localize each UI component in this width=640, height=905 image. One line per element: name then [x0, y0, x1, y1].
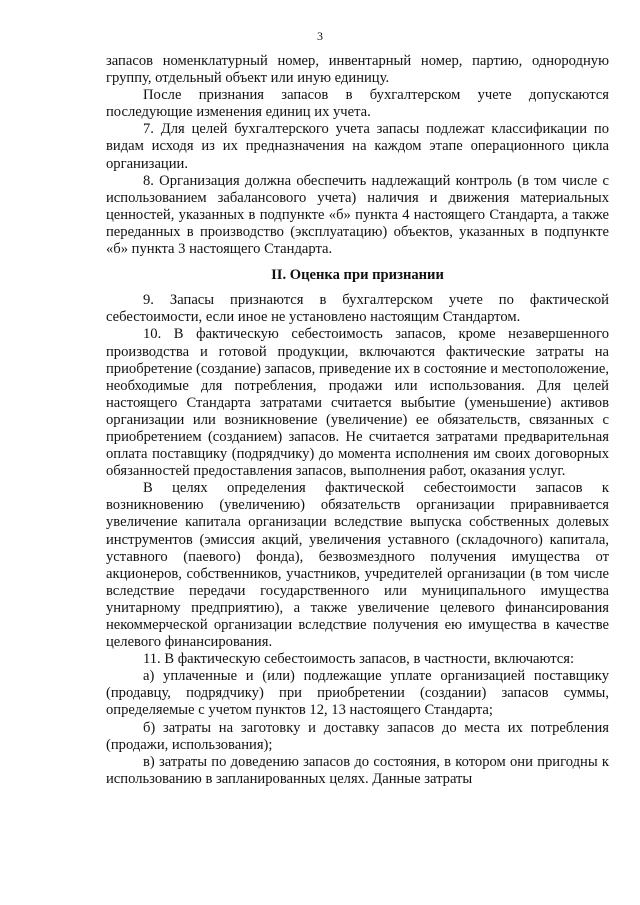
section-heading: II. Оценка при признании: [271, 267, 444, 284]
paragraph-item-11-c: в) затраты по доведению запасов до состояния, в котором они пригодны к использованию в запланированных целях. Данные затраты: [106, 753, 609, 787]
document-body: [106, 53, 609, 788]
paragraph-item-11: 11. В фактическую себестоимость запасов, в частности, включаются:: [143, 651, 575, 668]
paragraph-item-11-a: а) уплаченные и (или) подлежащие уплате организацией поставщику (продавцу, подрядчику) при приобретении (создании) запасов суммы, определяемые с учетом пунктов 12, 13 настоящего Стандарта;: [106, 668, 609, 719]
paragraph-recognition-changes: После признания запасов в бухгалтерском учете допускаются последующие изменения единиц их учета.: [106, 87, 609, 121]
paragraph-item-10-cont: В целях определения фактической себестоимости запасов к возникновению (увеличению) обязательств организации приравнивается увеличение капитала организации вследствие выпуска собственных долевых инструментов (эмиссия акций, увеличения уставного (складочного) капитала, уставного (паевого) фонда), безвозмездного получения имущества от акционеров, собственников, участников, учредителей организации (в том числе вследствие передачи государственного или муниципального имущества унитарному предприятию), а также увеличение целевого финансирования некоммерческой организации вследствие получения ею имущества в качестве целевого финансирования.: [106, 480, 609, 651]
page-number: 3: [317, 29, 323, 43]
paragraph-item-7: 7. Для целей бухгалтерского учета запасы подлежат классификации по видам исходя из их предназначения на каждом этапе операционного цикла организации.: [106, 121, 609, 172]
paragraph-item-10: 10. В фактическую себестоимость запасов, кроме незавершенного производства и готовой продукции, включаются фактические затраты на приобретение (создание) запасов, приведение их в состояние и местоположение, необходимые для потребления, продажи или использования. Для целей настоящего Стандарта затратами считается выбытие (уменьшение) активов организации или возникновение (увеличение) ее обязательств, связанных с приобретением (созданием) запасов. Не считается затратами предварительная оплата поставщику (подрядчику) до момента исполнения им своих договорных обязанностей предоставления запасов, выполнения работ, оказания услуг.: [106, 326, 609, 480]
paragraph-item-9: 9. Запасы признаются в бухгалтерском учете по фактической себестоимости, если иное не установлено настоящим Стандартом.: [106, 292, 609, 326]
paragraph-item-8: 8. Организация должна обеспечить надлежащий контроль (в том числе с использованием забалансового учета) наличия и движения материальных ценностей, указанных в подпункте «б» пункта 4 настоящего Стандарта, а также переданных в производство (эксплуатацию) объектов, указанных в подпункте «б» пункта 3 настоящего Стандарта.: [106, 172, 609, 258]
paragraph-item-11-b: б) затраты на заготовку и доставку запасов до места их потребления (продажи, использования);: [106, 719, 609, 753]
paragraph-continuation: запасов номенклатурный номер, инвентарный номер, партию, однородную группу, отдельный объект или иную единицу.: [106, 53, 609, 87]
